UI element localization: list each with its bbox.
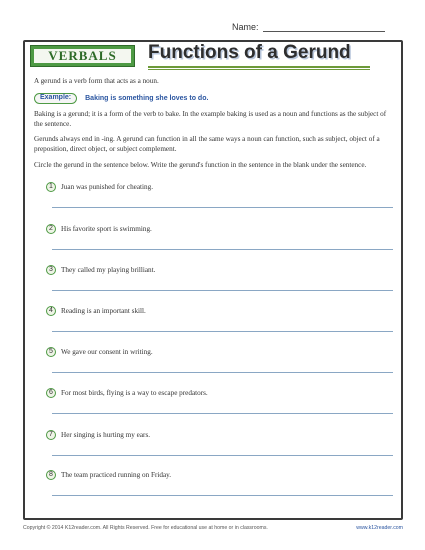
name-field	[232, 22, 385, 32]
item-number: 6	[46, 388, 56, 398]
answer-line[interactable]	[52, 455, 393, 456]
answer-line[interactable]	[52, 207, 393, 208]
item-sentence: His favorite sport is swimming.	[61, 225, 152, 233]
answer-line[interactable]	[52, 413, 393, 414]
title-underline	[148, 66, 370, 68]
item-number: 8	[46, 470, 56, 480]
item-sentence: For most birds, flying is a way to escape predators.	[61, 389, 208, 397]
title-underline-thin	[148, 69, 370, 70]
answer-line[interactable]	[52, 290, 393, 291]
item-number: 1	[46, 182, 56, 192]
exercise-item	[46, 224, 391, 264]
name-label: Name:	[232, 22, 259, 32]
item-sentence: Reading is an important skill.	[61, 307, 146, 315]
item-number: 7	[46, 430, 56, 440]
item-sentence: We gave our consent in writing.	[61, 348, 153, 356]
item-number: 2	[46, 224, 56, 234]
example-sentence: Baking is something she loves to do.	[85, 94, 209, 102]
exercise-item	[46, 265, 391, 305]
exercise-item	[46, 347, 391, 387]
exercise-item	[46, 182, 391, 222]
item-number: 3	[46, 265, 56, 275]
exercise-item	[46, 388, 391, 428]
item-sentence: Her singing is hurting my ears.	[61, 431, 151, 439]
answer-line[interactable]	[52, 372, 393, 373]
answer-line[interactable]	[52, 249, 393, 250]
item-sentence: The team practiced running on Friday.	[61, 471, 172, 479]
item-number: 4	[46, 306, 56, 316]
functions-text: Gerunds always end in -ing. A gerund can function in all the same ways a noun can function, such as subject, object of a preposition, direct object, or subject complement.	[34, 135, 380, 153]
example-row	[34, 92, 224, 104]
answer-line[interactable]	[52, 495, 393, 496]
item-sentence: They called my playing brilliant.	[61, 266, 156, 274]
badge-label: VERBALS	[48, 48, 117, 63]
answer-line[interactable]	[52, 331, 393, 332]
badge-inner	[34, 49, 131, 63]
instructions-text: Circle the gerund in the sentence below. Write the gerund's function in the sentence in the blank under the sentence.	[34, 161, 367, 169]
example-label: Example:	[34, 93, 77, 104]
exercise-item	[46, 470, 391, 510]
copyright-text: Copyright © 2014 K12reader.com. All Rights Reserved. Free for educational use at home or in classrooms.	[23, 525, 268, 531]
page-title: Functions of a Gerund	[148, 42, 351, 63]
exercise-item	[46, 306, 391, 346]
definition-text: A gerund is a verb form that acts as a noun.	[34, 77, 159, 85]
item-sentence: Juan was punished for cheating.	[61, 183, 154, 191]
verbals-badge	[30, 45, 135, 67]
item-number: 5	[46, 347, 56, 357]
explanation-text: Baking is a gerund; it is a form of the verb to bake. In the example baking is used as a noun and functions as the subject of the sentence.	[34, 110, 387, 128]
exercise-item	[46, 430, 391, 470]
name-blank[interactable]	[263, 23, 385, 32]
site-link[interactable]: www.k12reader.com	[356, 525, 403, 531]
